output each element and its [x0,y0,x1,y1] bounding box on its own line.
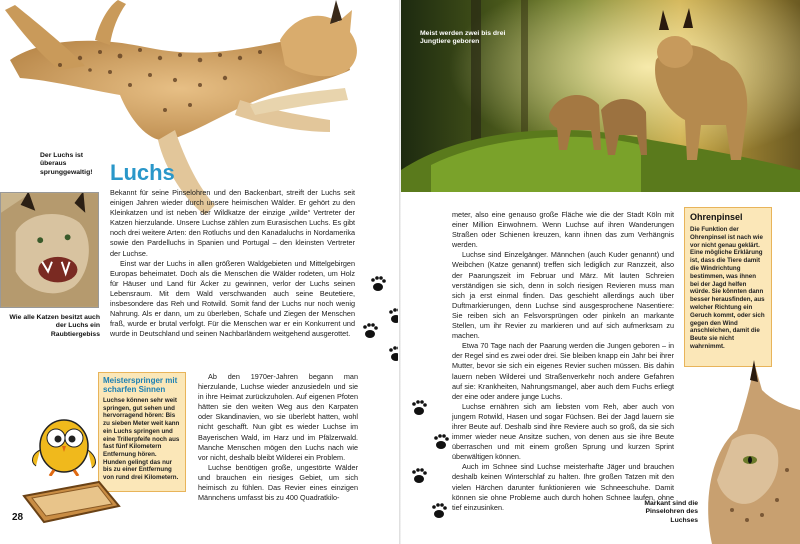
paragraph: Auch im Schnee sind Luchse meisterhafte Jäger und brauchen deshalb keinen Winterschlaf zu halten. Ihre großen Tatzen mit den vielen Härchen darunter funktionieren wie Schneeschuhe. Damit können sie ohne Probleme auch durch hohen Schnee laufen, ohne tief einzusinken. [452,462,674,512]
info-box-meisterspringer [98,372,186,492]
paw-prints-icon [405,400,453,540]
lynx-ear-tufts-photo [692,360,800,544]
caption-snarl: Wie alle Katzen besitzt auch der Luchs ein Raubtiergebiss [9,314,100,338]
info-box-text: Luchse können sehr weit springen, gut sehen und hervorragend hören: Bis zu sieben Meter weit kann ein Luchs springen und eine Trillerpfeife noch aus fast fünf Kilometern Entfernung hören. Hunden gelingt das nur bis zu einer Entfernung von rund drei Kilometern. [103,397,180,482]
snarling-lynx-photo [0,192,99,308]
info-box-text: Die Funktion der Ohrenpinsel ist nach wie vor nicht genau geklärt. Eine mögliche Erklärung ist, dass die Tiere damit die Windrichtung bestimmen, was ihnen bei der Jagd helfen würde. Sie könnten dann besser herausfinden, aus welcher Richtung ein Geruch kommt, oder sich gegen den Wind anschleichen, damit die Beute sie nicht wahrnimmt. [690,226,765,350]
caption-leap: Der Luchs ist überaus sprunggewaltig! [40,152,93,176]
lynx-mother-with-cubs-photo [401,0,800,192]
page-number: 28 [12,512,24,523]
paragraph: meter, also eine genauso große Fläche wie die der Stadt Köln mit einer Million Einwohnern. Wenn Luchse auf ihren Wanderungen Straßen oder Schienen kreuzen, kann ihnen das zum Verhängnis werden. [452,210,674,250]
paragraph: Ab den 1970er-Jahren begann man hierzulande, Luchse wieder anzusiedeln und sie in ihre Heimat zurückzuholen. Auf eigenen Pfoten hätten sie den weiten Weg aus den Karpaten oder Skandinavien, wo sie überlebt hatten, wohl nicht geschafft. Nun gibt es wieder Luchse im Bayerischen Wald, im Harz und im Pfälzerwald. Manche Menschen mögen den Luchs nach wie vor nicht, deshalb bleibt Wilderei ein Problem. [198,372,358,462]
body-text-left-top [110,188,355,339]
wooden-tray-illustration [14,476,124,526]
paragraph: Luchse ernähren sich am liebsten vom Reh, aber auch von jungem Rotwild, Hasen und sogar Füchsen. Bei der Jagd lauern sie ihrer Beute auf. Deshalb sind ihre Reviere auch so groß, da sie sich immer wieder neue Ansitze suchen, von denen aus sie ihre Beute überraschen und mit einem großen Sprung und kurzen Sprint überwältigen können. [452,401,674,462]
info-box-title: Meisterspringer mit scharfen Sinnen [103,376,178,394]
paragraph: Bekannt für seine Pinselohren und den Backenbart, streift der Luchs seit einigen Jahren wieder durch unsere heimischen Wälder. Er gehört zu den Kleinkatzen und ist neben der Wildkatze der einzige „wilde“ Vertreter der Katzen hierzulande. Unsere Luchse zählen zum Eurasischen Luchs. Es gibt noch drei weitere Arten: den Rotluchs und den Kanadaluchs in Nordamerika sowie den Pardelluchs in Spanien und Portugal – den kleinsten Vertreter der Luchse. [110,188,355,258]
paragraph: Etwa 70 Tage nach der Paarung werden die Jungen geboren – in der Regel sind es zwei oder drei. Sie bleiben knapp ein Jahr bei ihrer Mutter, bevor sie sich ein eigenes Revier suchen müssen. Bis dahin lauern neben Wilderei und Straßenverkehr noch andere Gefahren auf sie: Krankheiten, Nahrungsmangel, aber auch dem Fuchs erliegt der eine oder andere junge Luchs. [452,341,674,401]
body-text-right [452,210,674,513]
body-text-left-lower [198,372,358,503]
caption-forest: Meist werden zwei bis drei Jungtiere geboren [420,30,506,46]
leaping-lynx-photo [0,0,400,220]
paragraph: Luchse sind Einzelgänger. Männchen (auch Kuder genannt) und Weibchen (Katze genannt) treffen sich lediglich zur Ranzzeit, also der Paarungszeit im Februar und März. Mit lauten Schreien verständigen sie sich, denn in solch riesigen Revieren muss man sich ja erst einmal finden. Das geschieht allerdings auch über Duftmarkierungen, denn Luchse sind ausgesprochene Nasentiere: Sie reiben sich an Felsvorsprüngen oder pinkeln an markante Stellen, um ihr Revier zu markieren und auf sich aufmerksam zu machen. [452,250,674,341]
paragraph: Luchse benötigen große, ungestörte Wälder und brauchen ein riesiges Gebiet, um sich heimisch zu fühlen. Das Revier eines einzigen Männchens umfasst bis zu 400 Quadratkilo- [198,462,358,503]
info-box-title: Ohrenpinsel [690,212,743,222]
page-title: Luchs [110,160,175,185]
owl-mascot-icon [28,406,100,476]
info-box-ohrenpinsel [684,207,772,367]
caption-ear: Markant sind die Pinselohren des Luchses [644,500,698,524]
paw-prints-icon [362,270,398,540]
paragraph: Einst war der Luchs in allen größeren Waldgebieten und Mittelgebirgen Europas beheimatet. Doch als die Menschen die Wälder rodeten, um Holz für Häuser und Land für Äcker zu gewinnen, verlor der Luchs seinen Lebensraum. Mit dem Wald verschwanden auch seine Beutetiere, insbesondere das Reh und Rotwild. Somit fand der Luchs nur noch wenig Nahrung. Als er dann, um zu überleben, Schafe und Ziegen der Menschen fraß, wurde er brutal verfolgt. Für die Menschen war er ein Konkurrent und wurde in Deutschland und seinen Nachbarländern weitgehend ausgerottet. [110,258,355,339]
